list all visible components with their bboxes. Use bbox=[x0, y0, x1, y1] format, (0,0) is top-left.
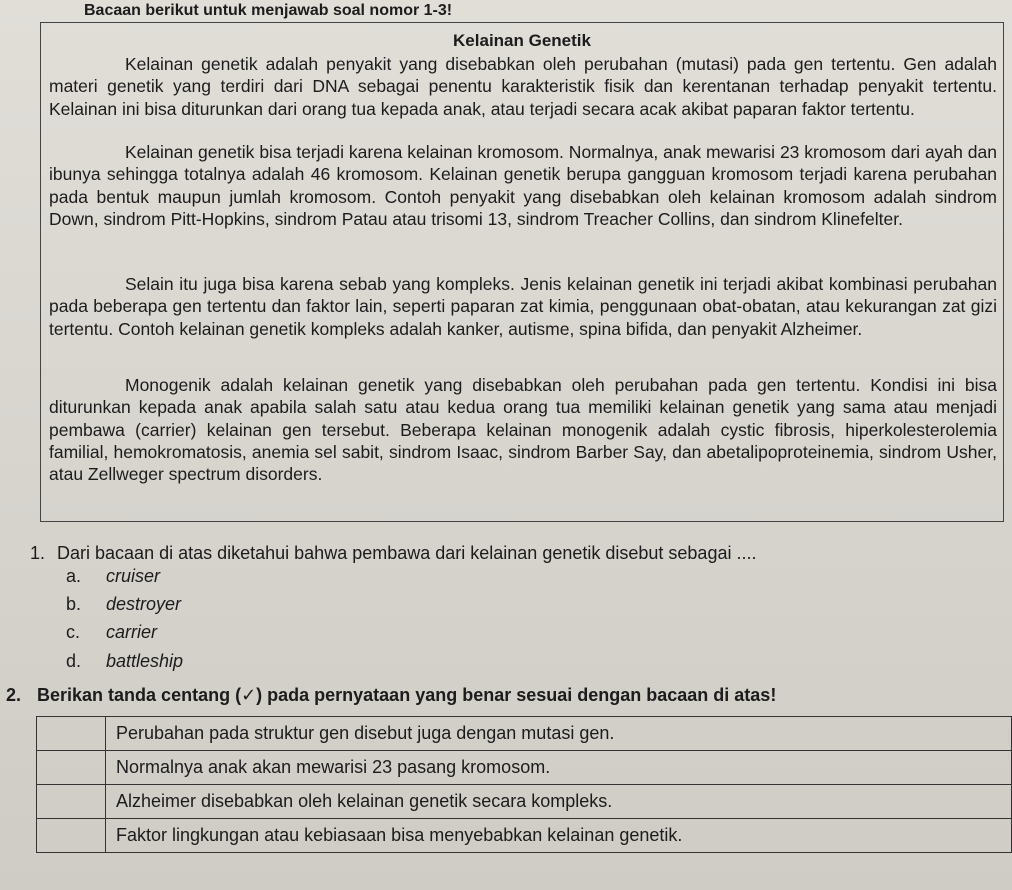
option-text: destroyer bbox=[106, 594, 182, 614]
instruction-text: Bacaan berikut untuk menjawab soal nomor 1-3! bbox=[84, 2, 453, 19]
checkbox-cell[interactable] bbox=[37, 785, 106, 819]
option-c[interactable] bbox=[66, 622, 157, 643]
question-2 bbox=[6, 685, 776, 706]
passage-paragraph-1: Kelainan genetik adalah penyakit yang disebabkan oleh perubahan (mutasi) pada gen tertentu. Gen adalah materi genetik yang terdiri dari DNA sebagai penentu karakteristik fisik dan kerentanan terhadap penyakit tertentu. Kelainan ini bisa diturunkan dari orang tua kepada anak, atau terjadi secara acak akibat paparan faktor tertentu. bbox=[49, 54, 997, 119]
statement-cell: Normalnya anak akan mewarisi 23 pasang kromosom. bbox=[106, 751, 1012, 785]
passage-paragraph-4: Monogenik adalah kelainan genetik yang disebabkan oleh perubahan pada gen tertentu. Kondisi ini bisa diturunkan kepada anak apabila salah satu atau kedua orang tua memiliki kelainan genetik yang sama atau menjadi pembawa (carrier) kelainan gen tersebut. Beberapa kelainan monogenik adalah cystic fibrosis, hiperkolesterolemia familial, hemokromatosis, anemia sel sabit, sindrom Isaac, sindrom Barber Say, dan abetalipoproteinemia, sindrom Usher, atau Zellweger spectrum disorders. bbox=[49, 375, 997, 485]
option-a[interactable] bbox=[66, 566, 160, 587]
question-1-text: Dari bacaan di atas diketahui bahwa pembawa dari kelainan genetik disebut sebagai .... bbox=[57, 543, 757, 563]
option-letter: d. bbox=[66, 651, 82, 671]
option-text: carrier bbox=[106, 622, 158, 642]
option-text: cruiser bbox=[106, 566, 161, 586]
statement-cell: Perubahan pada struktur gen disebut juga dengan mutasi gen. bbox=[106, 717, 1012, 751]
table-row bbox=[37, 785, 1012, 819]
question-1 bbox=[30, 543, 756, 564]
option-d[interactable] bbox=[66, 651, 183, 672]
option-b[interactable] bbox=[66, 594, 181, 615]
checklist-table bbox=[36, 716, 1012, 853]
passage-title: Kelainan Genetik bbox=[453, 31, 591, 50]
passage-paragraph-3: Selain itu juga bisa karena sebab yang kompleks. Jenis kelainan genetik ini terjadi akibat kombinasi perubahan pada beberapa gen tertentu dan faktor lain, seperti paparan zat kimia, penggunaan obat-obatan, atau kekurangan zat gizi tertentu. Contoh kelainan genetik kompleks adalah kanker, autisme, spina bifida, dan penyakit Alzheimer. bbox=[49, 274, 997, 339]
statement-cell: Alzheimer disebabkan oleh kelainan genetik secara kompleks. bbox=[106, 785, 1012, 819]
question-2-number: 2. bbox=[6, 685, 22, 705]
table-row bbox=[37, 819, 1012, 853]
statement-cell: Faktor lingkungan atau kebiasaan bisa menyebabkan kelainan genetik. bbox=[106, 819, 1012, 853]
option-text: battleship bbox=[106, 651, 184, 671]
checkbox-cell[interactable] bbox=[37, 717, 106, 751]
passage-paragraph-2: Kelainan genetik bisa terjadi karena kelainan kromosom. Normalnya, anak mewarisi 23 kromosom dari ayah dan ibunya sehingga totalnya adalah 46 kromosom. Kelainan genetik berupa gangguan kromosom terjadi karena perubahan pada bentuk maupun jumlah kromosom. Contoh penyakit yang disebabkan oleh kelainan kromosom adalah sindrom Down, sindrom Pitt-Hopkins, sindrom Patau atau trisomi 13, sindrom Treacher Collins, dan sindrom Klinefelter. bbox=[49, 142, 997, 229]
question-2-text: Berikan tanda centang (✓) pada pernyataan yang benar sesuai dengan bacaan di atas! bbox=[37, 685, 777, 705]
option-letter: c. bbox=[66, 622, 81, 642]
question-1-number: 1. bbox=[30, 543, 46, 563]
table-row bbox=[37, 751, 1012, 785]
table-row bbox=[37, 717, 1012, 751]
option-letter: b. bbox=[66, 594, 82, 614]
checkbox-cell[interactable] bbox=[37, 819, 106, 853]
passage-box bbox=[40, 22, 1004, 522]
checkbox-cell[interactable] bbox=[37, 751, 106, 785]
option-letter: a. bbox=[66, 566, 82, 586]
